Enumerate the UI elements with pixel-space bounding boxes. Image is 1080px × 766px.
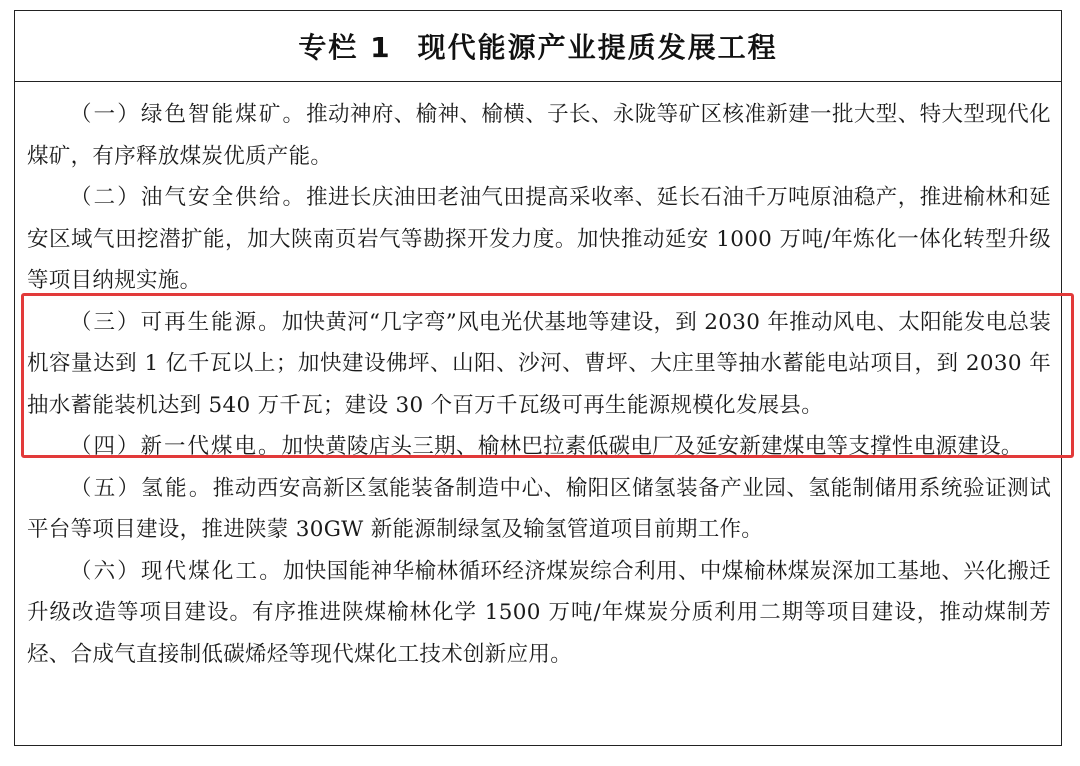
item-hydrogen-energy — [27, 468, 1051, 551]
item-green-smart-coal-mine — [27, 94, 1051, 177]
item-text: 加快黄河“几字弯”风电光伏基地等建设，到 2030 年推动风电、太阳能发电总装机容量达到 1 亿千瓦以上；加快建设佛坪、山阳、沙河、曹坪、大庄里等抽水蓄能电站项目，到 2030 年抽水蓄能装机达到 540 万千瓦；建设 30 个百万千瓦级可再生能源规模化发展县。 — [27, 309, 1051, 418]
column-label: 专栏 1 — [298, 31, 392, 64]
item-text: 推动神府、榆神、榆横、子长、永陇等矿区核准新建一批大型、特大型现代化煤矿，有序释放煤炭优质产能。 — [27, 102, 1051, 169]
column-title-bar — [15, 11, 1061, 82]
item-text: 加快国能神华榆林循环经济煤炭综合利用、中煤榆林煤炭深加工基地、兴化搬迁升级改造等项目建设。有序推进陕煤榆林化学 1500 万吨/年煤炭分质利用二期等项目建设，推动煤制芳烃、合成气直接制低碳烯烃等现代煤化工技术创新应用。 — [27, 558, 1051, 667]
item-text: 推动西安高新区氢能装备制造中心、榆阳区储氢装备产业园、氢能制储用系统验证测试平台等项目建设，推进陕蒙 30GW 新能源制绿氢及输氢管道项目前期工作。 — [27, 475, 1051, 542]
column-title: 现代能源产业提质发展工程 — [417, 31, 778, 64]
item-oil-gas-supply — [27, 177, 1051, 302]
item-text: 加快黄陵店头三期、榆林巴拉素低碳电厂及延安新建煤电等支撑性电源建设。 — [281, 434, 1023, 459]
item-heading: （一）绿色智能煤矿。 — [70, 102, 307, 127]
item-modern-coal-chemical — [27, 551, 1051, 676]
item-heading: （四）新一代煤电。 — [70, 434, 282, 459]
item-heading: （六）现代煤化工。 — [70, 558, 283, 584]
item-new-coal-power — [27, 426, 1051, 468]
column-box — [14, 10, 1062, 746]
item-heading: （三）可再生能源。 — [70, 309, 282, 335]
item-text: 推进长庆油田老油气田提高采收率、延长石油千万吨原油稳产，推进榆林和延安区域气田挖潜扩能，加大陕南页岩气等勘探开发力度。加快推动延安 1000 万吨/年炼化一体化转型升级等项目纳规实施。 — [27, 185, 1051, 293]
item-heading: （五）氢能。 — [70, 475, 213, 501]
column-body — [15, 82, 1061, 675]
item-heading: （二）油气安全供给。 — [70, 185, 307, 210]
item-renewable-energy — [27, 302, 1051, 427]
